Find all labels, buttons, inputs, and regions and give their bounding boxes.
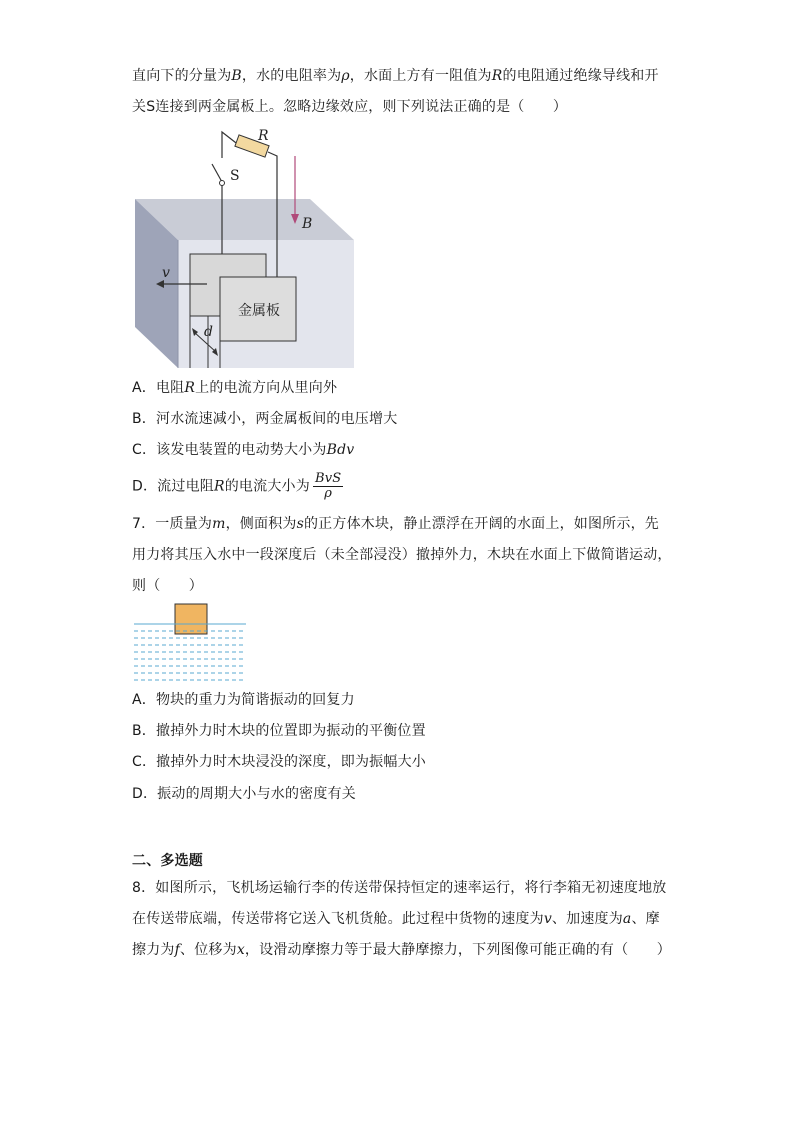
q7-line2: 用力将其压入水中一段深度后（未全部浸没）撤掉外力，木块在水面上下做简谐运动， bbox=[132, 547, 672, 563]
label-v: v bbox=[162, 265, 170, 281]
q7-option-b: B．撤掉外力时木块的位置即为振动的平衡位置 bbox=[132, 723, 426, 739]
label-d: d bbox=[204, 324, 213, 340]
label-metal-plate: 金属板 bbox=[238, 303, 280, 319]
var-rho: ρ bbox=[341, 68, 350, 84]
section-title-multi-choice: 二、多选题 bbox=[132, 853, 203, 869]
label-B: B bbox=[302, 216, 313, 232]
q8-line1: 8．如图所示，飞机场运输行李的传送带保持恒定的速率运行，将行李箱无初速度地放 bbox=[132, 880, 667, 896]
q7-option-c: C．撤掉外力时木块浸没的深度，即为振幅大小 bbox=[132, 754, 426, 770]
q6-intro-line1: 直向下的分量为B，水的电阻率为ρ，水面上方有一阻值为R的电阻通过绝缘导线和开 bbox=[132, 68, 659, 84]
var-B: B bbox=[231, 68, 242, 84]
switch-S bbox=[212, 164, 222, 182]
var-R: R bbox=[491, 68, 503, 84]
q7-option-a: A．物块的重力为简谐振动的回复力 bbox=[132, 692, 355, 708]
q6-option-b: B．河水流速减小，两金属板间的电压增大 bbox=[132, 411, 398, 427]
label-R: R bbox=[258, 128, 269, 144]
q7-floating-block-figure bbox=[132, 600, 250, 684]
q6-option-a: A．电阻R上的电流方向从里向外 bbox=[132, 380, 338, 396]
water-lines bbox=[134, 631, 246, 680]
q6-option-d: D．流过电阻R的电流大小为 $\frac{\text{BvS}}{\rho}$ bbox=[132, 471, 342, 501]
q6-option-c: C．该发电装置的电动势大小为Bdv bbox=[132, 442, 355, 458]
label-S: S bbox=[230, 168, 240, 184]
q8-line3: 擦力为f、位移为x，设滑动摩擦力等于最大静摩擦力，下列图像可能正确的有（ ） bbox=[132, 942, 671, 958]
q7-line3: 则（ ） bbox=[132, 578, 203, 594]
q8-line2: 在传送带底端，传送带将它送入飞机货舱。此过程中货物的速度为v、加速度为a、摩 bbox=[132, 911, 660, 927]
q6-generator-figure bbox=[132, 122, 358, 372]
q7-option-d: D．振动的周期大小与水的密度有关 bbox=[132, 786, 356, 802]
wood-block bbox=[175, 604, 207, 634]
q7-line1: 7．一质量为m，侧面积为s的正方体木块，静止漂浮在开阔的水面上，如图所示，先 bbox=[132, 516, 659, 532]
q6-intro-line2: 关S连接到两金属板上。忽略边缘效应，则下列说法正确的是（ ） bbox=[132, 99, 568, 115]
current-fraction: $\frac{\text{BvS}}{\rho}$ bbox=[314, 471, 342, 501]
